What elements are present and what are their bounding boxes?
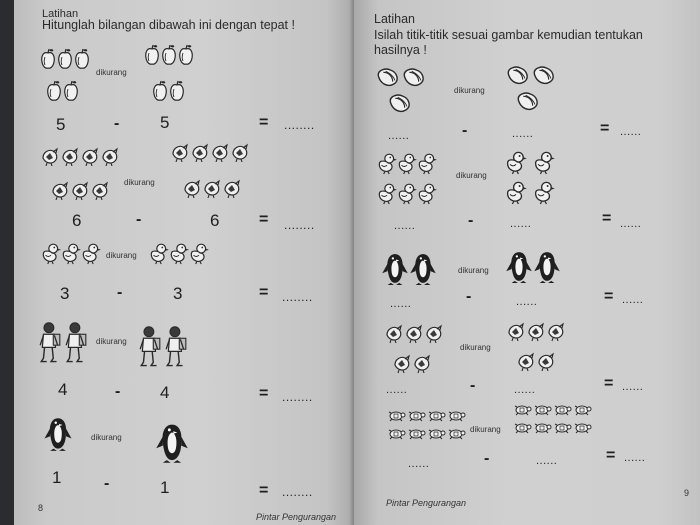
first-number: 1 <box>52 468 62 487</box>
operator-label: dikurang <box>91 433 122 442</box>
turtle-icon <box>386 408 468 444</box>
equals-sign: = <box>602 210 612 227</box>
left-instruction: Hitunglah bilangan dibawah ini dengan tepat ! <box>42 18 295 32</box>
first-blank[interactable]: ...... <box>388 130 410 142</box>
answer-blank[interactable]: ...... <box>620 218 642 230</box>
answer-blank[interactable]: ........ <box>284 218 315 232</box>
second-number: 4 <box>160 383 170 402</box>
answer-blank[interactable]: ...... <box>620 126 642 138</box>
left-page <box>14 0 354 525</box>
first-blank[interactable]: ...... <box>386 384 408 396</box>
left-heading: Latihan <box>42 8 79 20</box>
bird-icon <box>38 144 138 208</box>
page-number: 8 <box>38 503 44 513</box>
equals-sign: = <box>259 385 269 402</box>
penguin-icon <box>154 420 190 466</box>
equals-sign: = <box>606 447 616 464</box>
first-number: 3 <box>60 284 70 303</box>
chick-icon <box>40 238 104 268</box>
chick-icon <box>376 148 440 210</box>
bird-icon <box>168 140 268 208</box>
minus-sign: - <box>462 122 468 139</box>
operator-label: dikurang <box>456 171 487 180</box>
candy-icon <box>374 64 438 118</box>
minus-sign: - <box>136 211 142 228</box>
apple-icon <box>142 42 202 106</box>
second-number: 1 <box>160 478 170 497</box>
operator-label: dikurang <box>106 251 137 260</box>
minus-sign: - <box>117 284 123 301</box>
first-number: 4 <box>58 380 68 399</box>
footer-title: Pintar Pengurangan <box>386 498 467 508</box>
second-blank[interactable]: ...... <box>536 455 558 467</box>
candy-icon <box>504 62 568 116</box>
first-blank[interactable]: ...... <box>394 220 416 232</box>
answer-blank[interactable]: ...... <box>622 294 644 306</box>
right-heading: Latihan <box>374 12 416 26</box>
equals-sign: = <box>604 375 614 392</box>
operator-label: dikurang <box>458 266 489 275</box>
equals-sign: = <box>604 288 614 305</box>
turtle-icon <box>512 402 594 438</box>
bird-icon <box>382 320 446 380</box>
operator-label: dikurang <box>96 337 127 346</box>
answer-blank[interactable]: ........ <box>282 290 313 304</box>
second-blank[interactable]: ...... <box>514 384 536 396</box>
minus-sign: - <box>104 475 110 492</box>
second-blank[interactable]: ...... <box>510 218 532 230</box>
right-instruction-line2: hasilnya ! <box>374 43 427 57</box>
operator-label: dikurang <box>460 343 491 352</box>
second-blank[interactable]: ...... <box>516 296 538 308</box>
minus-sign: - <box>484 450 490 467</box>
child-icon <box>138 314 190 380</box>
right-instruction-line1: Isilah titik-titik sesuai gambar kemudian tentukan <box>374 28 643 42</box>
child-icon <box>38 310 90 376</box>
equals-sign: = <box>259 114 269 131</box>
apple-icon <box>38 46 98 106</box>
operator-label: dikurang <box>454 86 485 95</box>
minus-sign: - <box>468 212 474 229</box>
footer-title: Pintar Pengurangan <box>256 512 337 522</box>
first-number: 5 <box>56 115 66 134</box>
right-page <box>354 0 700 525</box>
penguin-icon <box>42 414 74 454</box>
answer-blank[interactable]: ........ <box>282 485 313 499</box>
operator-label: dikurang <box>124 178 155 187</box>
first-blank[interactable]: ...... <box>390 298 412 310</box>
chick-icon <box>148 238 212 268</box>
first-number: 6 <box>72 211 82 230</box>
answer-blank[interactable]: ........ <box>282 390 313 404</box>
second-number: 5 <box>160 113 170 132</box>
minus-sign: - <box>115 383 121 400</box>
operator-label: dikurang <box>96 68 127 77</box>
second-blank[interactable]: ...... <box>512 128 534 140</box>
answer-blank[interactable]: ...... <box>622 381 644 393</box>
penguin-icon <box>382 252 442 286</box>
equals-sign: = <box>259 284 269 301</box>
equals-sign: = <box>600 120 610 137</box>
page-number: 9 <box>684 488 690 498</box>
operator-label: dikurang <box>470 425 501 434</box>
second-number: 6 <box>210 211 220 230</box>
minus-sign: - <box>466 288 472 305</box>
equals-sign: = <box>259 211 269 228</box>
answer-blank[interactable]: ...... <box>624 452 646 464</box>
bird-icon <box>504 318 568 378</box>
answer-blank[interactable]: ........ <box>284 118 315 132</box>
minus-sign: - <box>114 115 120 132</box>
minus-sign: - <box>470 377 476 394</box>
second-number: 3 <box>173 284 183 303</box>
first-blank[interactable]: ...... <box>408 458 430 470</box>
equals-sign: = <box>259 482 269 499</box>
chick-icon <box>502 146 562 208</box>
penguin-icon <box>506 250 566 284</box>
